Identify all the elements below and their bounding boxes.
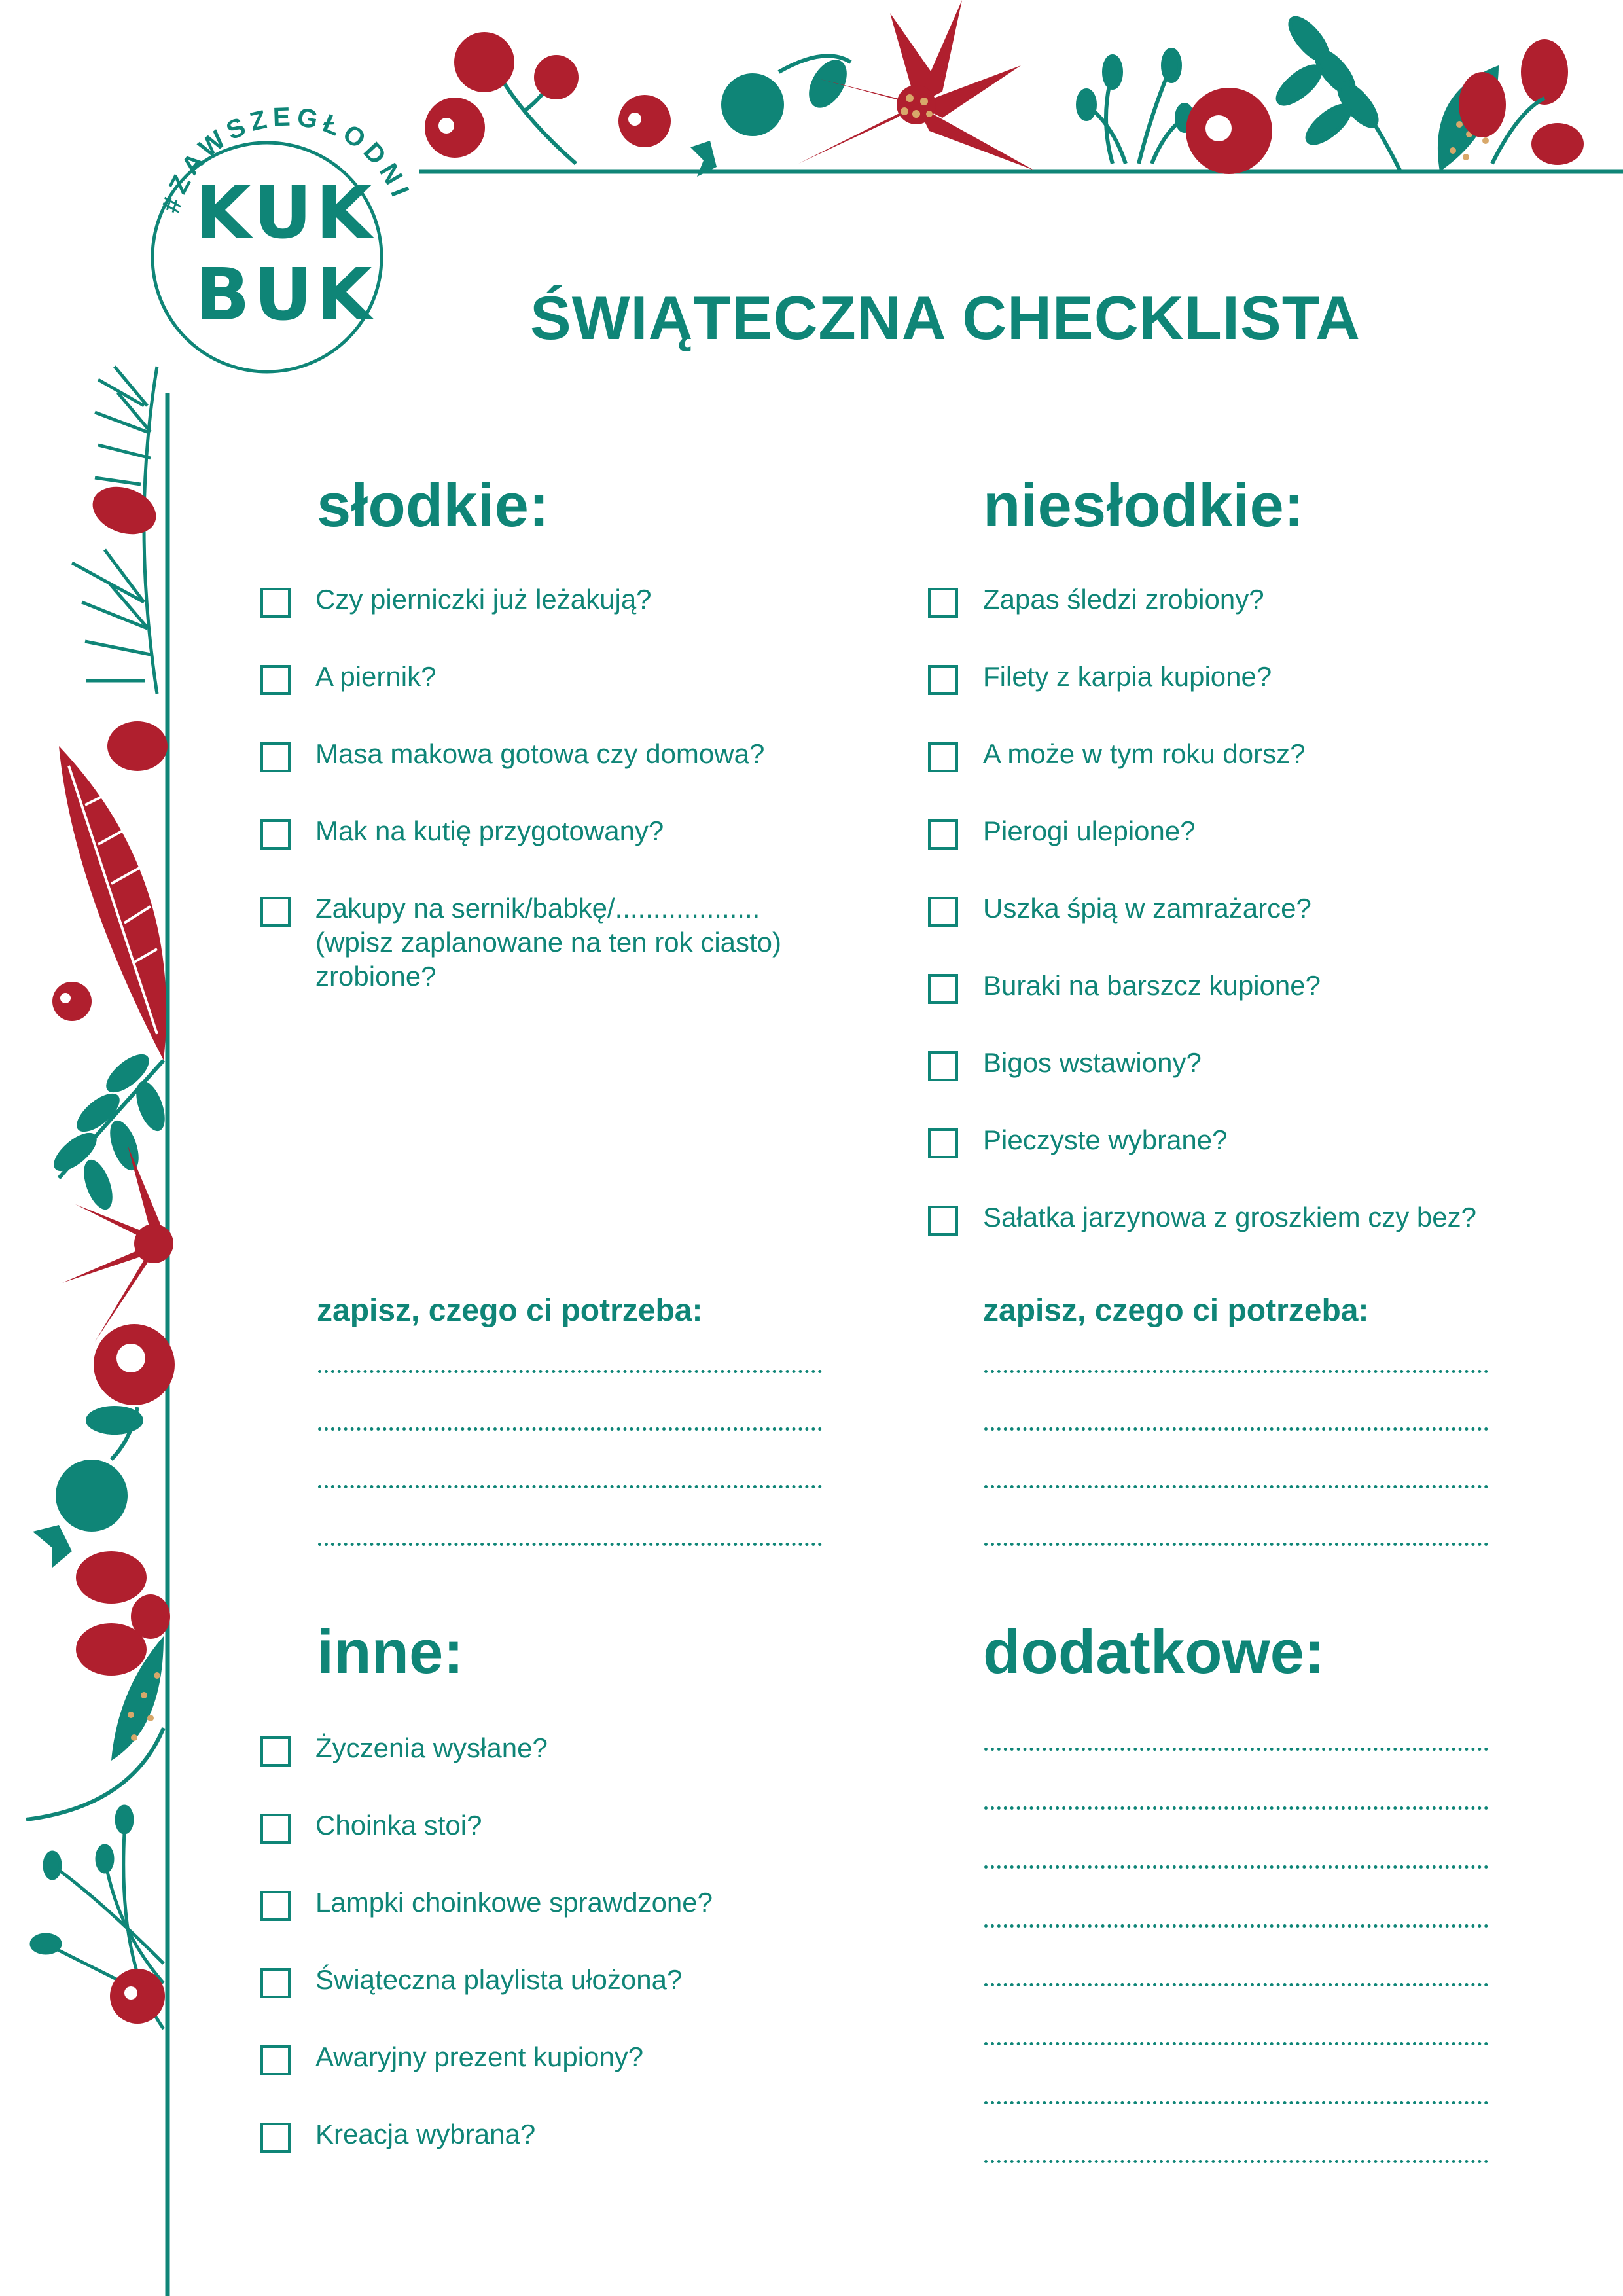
extra-note-line[interactable] bbox=[984, 2160, 1488, 2163]
other-item[interactable] bbox=[260, 1731, 876, 1767]
sweet-note-line[interactable] bbox=[318, 1485, 822, 1488]
sweet-item[interactable] bbox=[260, 891, 876, 994]
other-item-label: Choinka stoi? bbox=[315, 1810, 482, 1840]
other-item-label: Kreacja wybrana? bbox=[315, 2119, 536, 2149]
checkbox[interactable] bbox=[260, 2045, 291, 2075]
left-red-leaf-1 bbox=[86, 478, 162, 543]
extra-note-line[interactable] bbox=[984, 1806, 1488, 1810]
sweet-item-label: Zakupy na sernik/babkę/................... (wpisz zaplanowane na ten rok ciasto) zrobione? bbox=[315, 893, 782, 992]
savory-note-line[interactable] bbox=[984, 1543, 1488, 1546]
checkbox[interactable] bbox=[260, 2123, 291, 2153]
savory-note-line[interactable] bbox=[984, 1370, 1488, 1373]
savory-item-label: Buraki na barszcz kupione? bbox=[983, 970, 1321, 1001]
checkbox[interactable] bbox=[928, 1051, 958, 1081]
other-item[interactable] bbox=[260, 1808, 876, 1844]
savory-item[interactable] bbox=[928, 583, 1543, 618]
left-teal-fern bbox=[48, 1047, 171, 1213]
savory-note-line[interactable] bbox=[984, 1427, 1488, 1431]
other-item[interactable] bbox=[260, 2117, 876, 2153]
other-item-label: Życzenia wysłane? bbox=[315, 1732, 548, 1763]
checkbox[interactable] bbox=[928, 1206, 958, 1236]
savory-item-label: Bigos wstawiony? bbox=[983, 1047, 1202, 1078]
checkbox[interactable] bbox=[928, 1128, 958, 1158]
savory-item[interactable] bbox=[928, 891, 1543, 927]
sweet-note-line[interactable] bbox=[318, 1427, 822, 1431]
savory-note-line[interactable] bbox=[984, 1485, 1488, 1488]
savory-item[interactable] bbox=[928, 1200, 1543, 1236]
sweet-note-line[interactable] bbox=[318, 1543, 822, 1546]
savory-item[interactable] bbox=[928, 1046, 1543, 1081]
logo-line-2: BUK bbox=[195, 253, 376, 336]
savory-notes-label: zapisz, czego ci potrzeba: bbox=[983, 1293, 1369, 1328]
checkbox[interactable] bbox=[260, 1891, 291, 1921]
savory-heading: niesłodkie: bbox=[983, 471, 1305, 539]
logo-hashtag: #ZAWSZEGŁODNI bbox=[156, 102, 417, 217]
extra-note-line[interactable] bbox=[984, 2042, 1488, 2045]
checkbox[interactable] bbox=[260, 819, 291, 850]
other-heading: inne: bbox=[317, 1617, 464, 1686]
sweet-heading: słodkie: bbox=[317, 471, 550, 539]
other-item-label: Świąteczna playlista ułożona? bbox=[315, 1964, 683, 1995]
savory-item-label: Pierogi ulepione? bbox=[983, 816, 1196, 846]
other-item[interactable] bbox=[260, 1886, 876, 1921]
extra-heading: dodatkowe: bbox=[983, 1617, 1325, 1686]
sweet-note-line[interactable] bbox=[318, 1370, 822, 1373]
extra-note-line[interactable] bbox=[984, 1748, 1488, 1751]
sweet-item[interactable] bbox=[260, 814, 876, 850]
savory-item[interactable] bbox=[928, 814, 1543, 850]
sweet-item-label: Masa makowa gotowa czy domowa? bbox=[315, 738, 765, 769]
checkbox[interactable] bbox=[260, 665, 291, 695]
extra-note-line[interactable] bbox=[984, 1865, 1488, 1869]
left-teal-berry bbox=[56, 1460, 128, 1532]
kukbuk-logo bbox=[116, 97, 418, 398]
extra-note-line[interactable] bbox=[984, 1924, 1488, 1928]
checkbox[interactable] bbox=[928, 665, 958, 695]
savory-item[interactable] bbox=[928, 737, 1543, 772]
top-sprigs bbox=[1078, 50, 1192, 164]
savory-item-label: A może w tym roku dorsz? bbox=[983, 738, 1306, 769]
other-item[interactable] bbox=[260, 1963, 876, 1998]
savory-item-label: Uszka śpią w zamrażarce? bbox=[983, 893, 1311, 924]
checkbox[interactable] bbox=[260, 897, 291, 927]
sweet-item-label: Czy pierniczki już leżakują? bbox=[315, 584, 652, 615]
page-title: ŚWIĄTECZNA CHECKLISTA bbox=[530, 283, 1361, 352]
left-poinsettia bbox=[62, 1145, 173, 1342]
checkbox[interactable] bbox=[928, 742, 958, 772]
sweet-item[interactable] bbox=[260, 660, 876, 695]
sweet-item-label: Mak na kutię przygotowany? bbox=[315, 816, 664, 846]
left-bottom-red-berry bbox=[110, 1969, 165, 2024]
checkbox[interactable] bbox=[928, 897, 958, 927]
top-right-berries bbox=[1459, 39, 1584, 165]
other-item-label: Awaryjny prezent kupiony? bbox=[315, 2041, 644, 2072]
checkbox[interactable] bbox=[260, 588, 291, 618]
checkbox[interactable] bbox=[928, 974, 958, 1004]
logo-line-1: KUK bbox=[195, 171, 376, 255]
savory-item[interactable] bbox=[928, 660, 1543, 695]
top-berries-left bbox=[425, 32, 855, 177]
extra-note-line[interactable] bbox=[984, 1983, 1488, 1986]
checkbox[interactable] bbox=[260, 1814, 291, 1844]
checkbox[interactable] bbox=[260, 1968, 291, 1998]
sweet-item-label: A piernik? bbox=[315, 661, 437, 692]
other-item-label: Lampki choinkowe sprawdzone? bbox=[315, 1887, 713, 1918]
savory-item-label: Zapas śledzi zrobiony? bbox=[983, 584, 1264, 615]
checkbox[interactable] bbox=[928, 588, 958, 618]
extra-note-line[interactable] bbox=[984, 2101, 1488, 2104]
checkbox[interactable] bbox=[260, 1736, 291, 1767]
other-item[interactable] bbox=[260, 2040, 876, 2075]
sweet-item[interactable] bbox=[260, 737, 876, 772]
checkbox[interactable] bbox=[260, 742, 291, 772]
savory-item[interactable] bbox=[928, 1123, 1543, 1158]
sweet-item[interactable] bbox=[260, 583, 876, 618]
checkbox[interactable] bbox=[928, 819, 958, 850]
top-right-leaves bbox=[1272, 12, 1400, 171]
sweet-notes-label: zapisz, czego ci potrzeba: bbox=[317, 1293, 703, 1328]
savory-item-label: Pieczyste wybrane? bbox=[983, 1124, 1228, 1155]
savory-item[interactable] bbox=[928, 969, 1543, 1004]
savory-item-label: Sałatka jarzynowa z groszkiem czy bez? bbox=[983, 1202, 1476, 1232]
savory-item-label: Filety z karpia kupione? bbox=[983, 661, 1272, 692]
